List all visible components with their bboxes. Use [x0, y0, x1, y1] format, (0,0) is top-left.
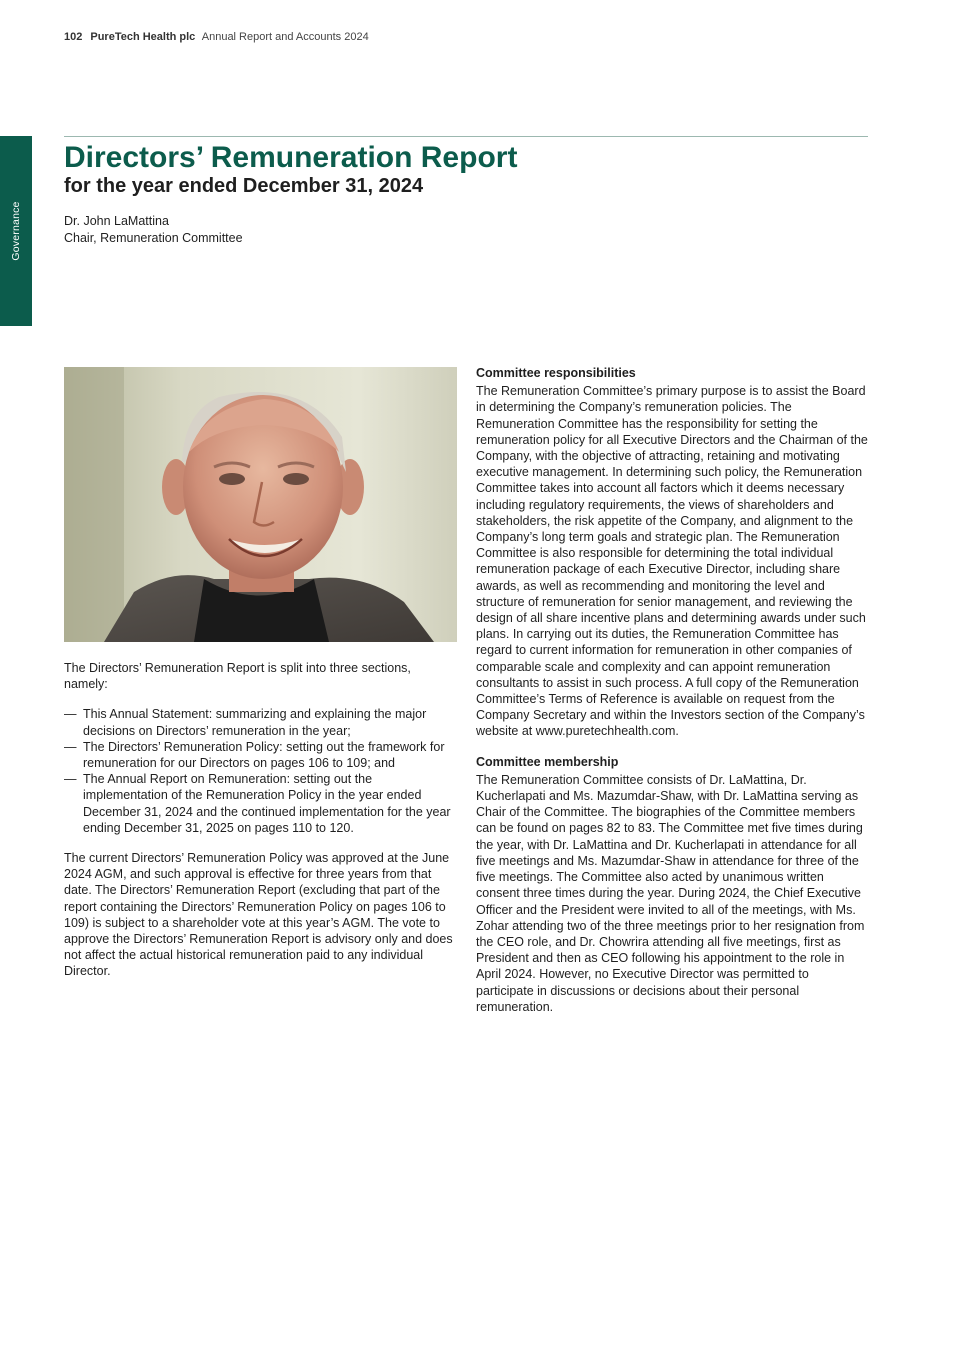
list-item: — The Directors’ Remuneration Policy: setting out the framework for remuneration for our Directors on pages 106 to 109; and [64, 739, 456, 771]
responsibilities-paragraph: The Remuneration Committee’s primary purpose is to assist the Board in determining the Company’s remuneration policies. The Remuneration Committee has the responsibility for setting the remuneration policy for all Executive Directors and the Chairman of the Company, with the objective of attracting, retaining and motivating executive management. In determining such policy, the Remuneration Committee takes into account all factors which it deems necessary including regulatory requirements, the views of shareholders and stakeholders, the risk appetite of the Company, and alignment to the Company’s long term goals and strategic plan. The Remuneration Committee is also responsible for determining the total individual remuneration package of each Executive Director, including share awards, as well as recommending and monitoring the level and structure of remuneration for senior management, and reviewing the design of all share incentive plans and determining awards under such plans. In carrying out its duties, the Remuneration Committee has regard to current information for remuneration in other companies of comparable scale and complexity and can appoint remuneration consultants to assist in such process. A full copy of the Remuneration Committee’s Terms of Reference is available on request from the Company Secretary and within the Investors section of the Company’s website at www.puretechhealth.com. [476, 384, 868, 739]
portrait-photo [64, 367, 457, 642]
page-number: 102 [64, 31, 83, 43]
list-item: — The Annual Report on Remuneration: setting out the implementation of the Remuneration Policy in the year ended December 31, 2024 and the continued implementation for the year ending December 31, 2025 on pages 110 to 120. [64, 771, 456, 836]
membership-heading: Committee membership [476, 754, 619, 769]
page-subtitle: for the year ended December 31, 2024 [64, 175, 424, 197]
left-column [64, 660, 456, 980]
responsibilities-heading: Committee responsibilities [476, 366, 636, 380]
policy-paragraph: The current Directors’ Remuneration Policy was approved at the June 2024 AGM, and such approval is effective for three years from that date. The Directors’ Remuneration Report (excluding that part of the report containing the Directors’ Remuneration Policy on pages 106 to 109) is subject to a shareholder vote at this year’s AGM. The vote to approve the Directors’ Remuneration Report is advisory only and does not affect the actual historical remuneration paid to any individual Director. [64, 851, 453, 979]
page-title: Directors’ Remuneration Report [64, 141, 518, 174]
intro-paragraph: The Directors’ Remuneration Report is split into three sections, namely: [64, 661, 411, 692]
author-role: Chair, Remuneration Committee [64, 231, 243, 245]
running-header [64, 31, 369, 43]
title-divider [64, 136, 868, 137]
right-column [476, 365, 868, 1015]
document-title: Annual Report and Accounts 2024 [201, 31, 369, 43]
sections-list [64, 706, 456, 836]
membership-paragraph: The Remuneration Committee consists of Dr. LaMattina, Dr. Kucherlapati and Ms. Mazumdar-Shaw, with Dr. LaMattina serving as Chair of the Committee. The biographies of the Committee members can be found on pages 82 to 83. The Committee met five times during the year, with Dr. LaMattina and Dr. Kucherlapati in attendance for all five meetings and Ms. Mazumdar-Shaw in attendance for three of the five meetings. The Committee also acted by unanimous written consent three times during the year. During 2024, the Chief Executive Officer and the President were invited to all of the meetings, with Ms. Zohar attending two of the three meetings prior to her resignation from the CEO role, and Dr. Chowrira attending all five meetings, first as President and then as CEO following his appointment to the role in April 2024. However, no Executive Director was permitted to participate in discussions or decisions about their personal remuneration. [476, 772, 865, 1014]
author-name: Dr. John LaMattina [64, 214, 169, 228]
list-item: — This Annual Statement: summarizing and explaining the major decisions on Directors’ remuneration in the year; [64, 706, 456, 738]
section-tab-label: Governance [10, 201, 22, 261]
section-tab [0, 136, 32, 326]
company-name: PureTech Health plc [90, 31, 196, 43]
